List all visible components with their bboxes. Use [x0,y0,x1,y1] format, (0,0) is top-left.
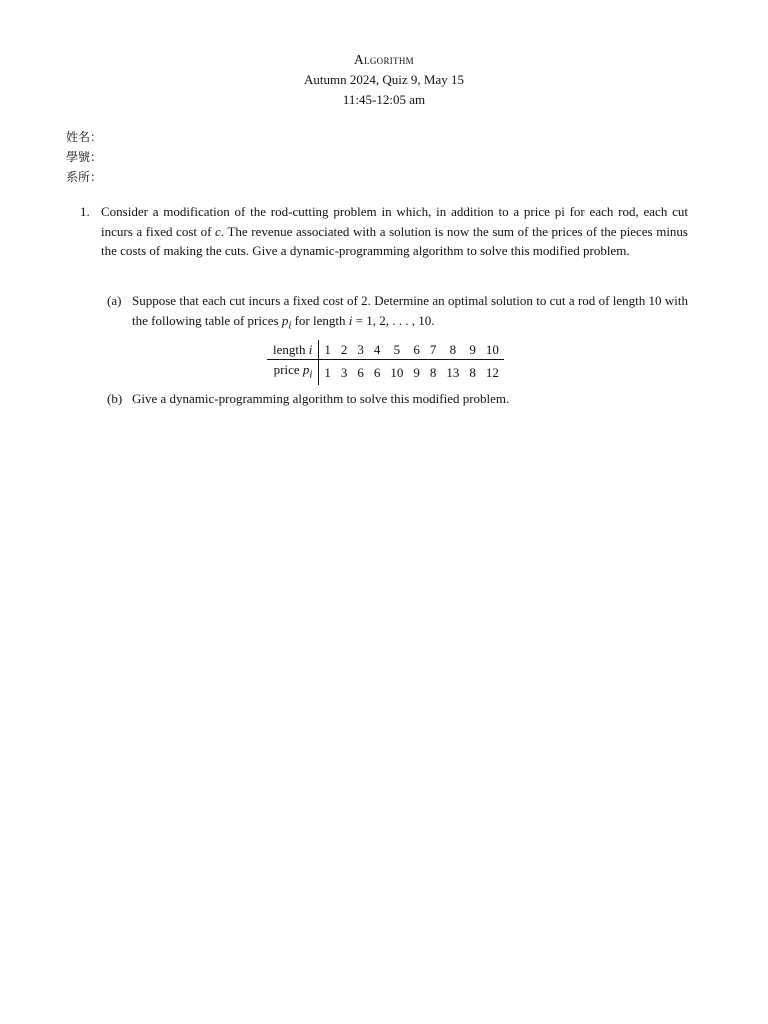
table-row-lengths [267,340,504,360]
part-a-text: Suppose that each cut incurs a fixed cost of 2. Determine an optimal solution to cut a rod of length 10 with the following table of prices $p_i$ for length i = 1, 2, . . . , 10. [132,293,688,332]
table-cell: 8 [469,364,476,380]
student-id-field-label: 學號： [66,150,103,164]
var-c: c [215,223,221,239]
table-cell: 9 [464,340,481,360]
table-cell: 8 [441,340,464,360]
table-cell: 6 [357,364,364,380]
table-cell: 5 [385,340,408,360]
table-cell: 6 [408,340,425,360]
quiz-info: Autumn 2024, Quiz 9, May 15 [304,72,464,87]
table-cell: 1 [324,364,331,380]
question-1 [80,202,688,261]
department-field-label: 系所： [66,170,103,184]
table-cell: 1 [319,340,336,360]
course-title: Algorithm [354,52,414,67]
table-cell: 9 [413,364,420,380]
table-cell: 8 [429,364,437,380]
price-table [267,340,504,385]
table-row-prices [267,360,504,385]
question-1-text: Consider a modification of the rod-cutting problem in which, in addition to a price pi for each rod, each cut incurs a fixed cost of c. The revenue associated with a solution is now the sum of the prices of the pieces minus the costs of making the cuts. Give a dynamic-programming algorithm to solve this modified problem. [101,204,688,259]
table-cell: 3 [352,340,369,360]
part-b-text: Give a dynamic-programming algorithm to solve this modified problem. [132,391,510,406]
table-cell: 10 [390,364,404,380]
table-cell: 4 [369,340,386,360]
table-cell: 3 [340,364,348,380]
question-1a [107,291,688,336]
table-cell: 6 [373,364,381,380]
name-field-label: 姓名： [66,130,103,144]
question-1b [107,389,688,409]
table-cell: 10 [481,340,504,360]
quiz-time: 11:45-12:05 am [342,92,426,107]
table-cell: 2 [336,340,353,360]
table-cell: 7 [425,340,442,360]
row-header-price: price $p_i$ [267,360,319,385]
table-cell: 12 [485,364,499,380]
part-b-label: (b) [107,391,123,406]
question-number: 1. [80,204,90,219]
row-header-length: length i [267,340,319,360]
part-a-label: (a) [107,293,122,308]
table-cell: 13 [446,364,460,380]
